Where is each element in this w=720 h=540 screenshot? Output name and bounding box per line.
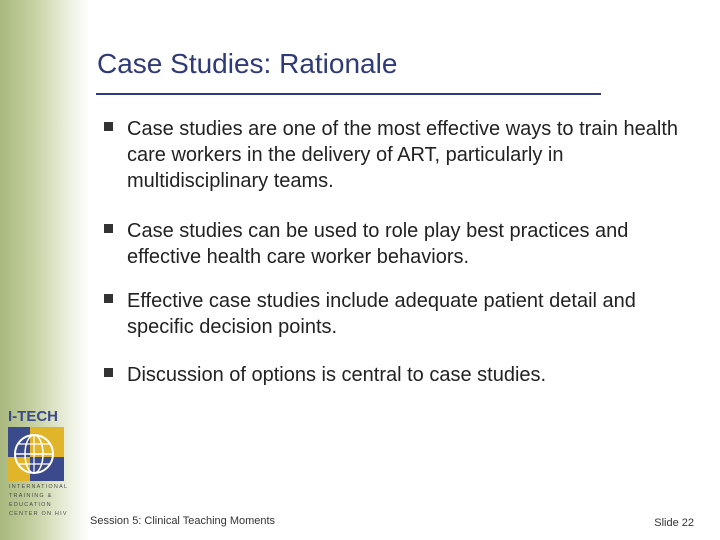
square-bullet-icon bbox=[104, 122, 113, 131]
slide-number: Slide 22 bbox=[654, 517, 694, 529]
footer-session: Session 5: Clinical Teaching Moments bbox=[90, 515, 276, 527]
bullet-text: Effective case studies include adequate patient detail and specific decision points. bbox=[127, 290, 636, 338]
slide-title: Case Studies: Rationale bbox=[97, 48, 398, 79]
itech-logo bbox=[6, 408, 68, 526]
globe-logo-icon bbox=[8, 427, 64, 481]
bullet-text: Case studies are one of the most effective ways to train health care workers in the delivery of ART, particularly in multidisciplinary teams. bbox=[127, 118, 679, 192]
bullet-text: Discussion of options is central to case studies. bbox=[127, 364, 547, 386]
square-bullet-icon bbox=[104, 368, 113, 377]
title-underline bbox=[96, 93, 601, 95]
bullet-text: Case studies can be used to role play best practices and effective health care worker behaviors. bbox=[127, 220, 629, 268]
logo-wordmark: I-TECH bbox=[8, 408, 58, 425]
square-bullet-icon bbox=[104, 294, 113, 303]
logo-subtitle: INTERNATIONAL TRAINING & EDUCATION CENTER ON HIV bbox=[9, 484, 69, 517]
square-bullet-icon bbox=[104, 224, 113, 233]
